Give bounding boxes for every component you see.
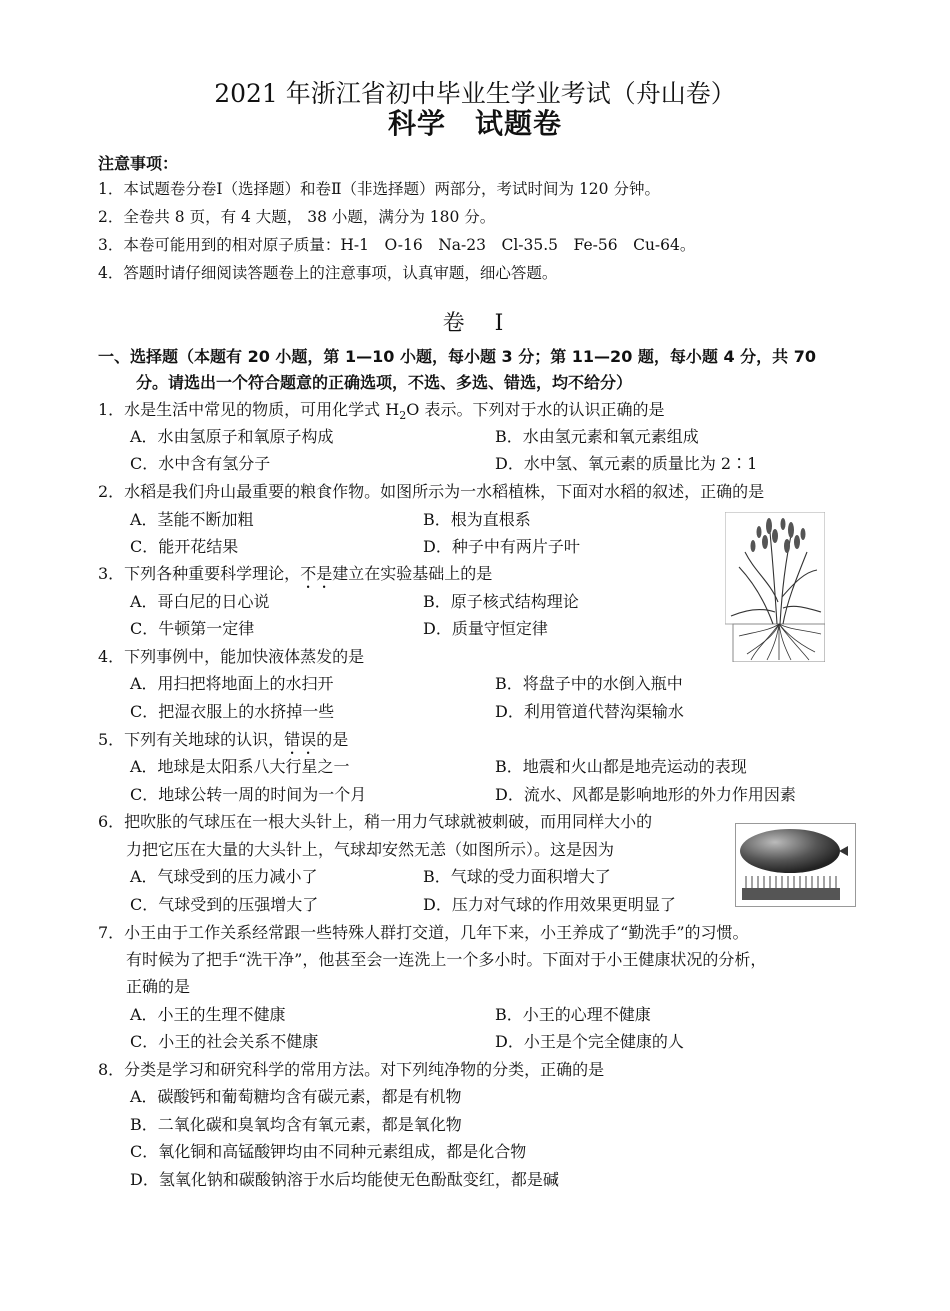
q8-option-a: A．碳酸钙和葡萄糖均含有碳元素，都是有机物 [130, 1087, 462, 1106]
q3-option-a: A．哥白尼的日心说 [130, 592, 270, 611]
q4-option-a: A．用扫把将地面上的水扫开 [130, 674, 334, 693]
q7-option-b: B．小王的心理不健康 [495, 1005, 651, 1024]
q4-option-d: D．利用管道代替沟渠输水 [495, 702, 684, 721]
q5-option-a: A．地球是太阳系八大行星之一 [130, 757, 350, 776]
question-7-stem-line1: 7．小王由于工作关系经常跟一些特殊人群打交道，几年下来，小王养成了“勤洗手”的习惯。 [98, 923, 749, 942]
question-7-stem-line3: 正确的是 [126, 977, 191, 996]
q1-option-a: A．水由氢原子和氧原子构成 [130, 427, 334, 446]
q6-option-b: B．气球的受力面积增大了 [423, 867, 611, 886]
q4-option-c: C．把湿衣服上的水挤掉一些 [130, 702, 335, 721]
q3-option-b: B．原子核式结构理论 [423, 592, 579, 611]
notice-item-3: 3．本卷可能用到的相对原子质量：H-1 O-16 Na-23 Cl-35.5 Fe-56 Cu-64。 [98, 236, 696, 254]
q8-option-d: D．氢氧化钠和碳酸钠溶于水后均能使无色酚酞变红，都是碱 [130, 1170, 559, 1189]
question-8-stem: 8．分类是学习和研究科学的常用方法。对下列纯净物的分类，正确的是 [98, 1060, 605, 1079]
q6-option-c: C．气球受到的压强增大了 [130, 895, 319, 914]
q6-option-a: A．气球受到的压力减小了 [130, 867, 318, 886]
q7-option-d: D．小王是个完全健康的人 [495, 1032, 684, 1051]
q7-option-a: A．小王的生理不健康 [130, 1005, 286, 1024]
balloon-on-pins-figure [735, 823, 856, 907]
q2-option-a: A．茎能不断加粗 [130, 510, 254, 529]
q2-option-d: D．种子中有两片子叶 [423, 537, 580, 556]
q5-option-b: B．地震和火山都是地壳运动的表现 [495, 757, 747, 776]
q3-option-c: C．牛顿第一定律 [130, 619, 255, 638]
section-heading-line1: 一、选择题（本题有 20 小题，第 1—10 小题，每小题 3 分；第 11—20 题，每小题 4 分，共 70 [98, 347, 817, 366]
q2-option-c: C．能开花结果 [130, 537, 239, 556]
question-7-stem-line2: 有时候为了把手“洗干净”，他甚至会一连洗上一个多小时。下面对于小王健康状况的分析， [126, 950, 767, 969]
exam-title: 2021 年浙江省初中毕业生学业考试（舟山卷） [214, 79, 736, 108]
notice-item-2: 2．全卷共 8 页，有 4 大题， 38 小题，满分为 180 分。 [98, 208, 496, 226]
section-heading-line2: 分。请选出一个符合题意的正确选项，不选、多选、错选，均不给分） [136, 373, 633, 392]
question-2-stem: 2．水稻是我们舟山最重要的粮食作物。如图所示为一水稻植株，下面对水稻的叙述，正确的是 [98, 482, 765, 501]
q7-option-c: C．小王的社会关系不健康 [130, 1032, 319, 1051]
question-6-stem-line2: 力把它压在大量的大头针上，气球却安然无恙（如图所示）。这是因为 [126, 840, 615, 859]
q3-option-d: D．质量守恒定律 [423, 619, 548, 638]
question-5-stem: 5．下列有关地球的认识，错误的是 [98, 730, 349, 749]
q1-option-d: D．水中氢、氧元素的质量比为 2∶1 [495, 454, 758, 473]
q8-option-b: B．二氧化碳和臭氧均含有氧元素，都是氧化物 [130, 1115, 462, 1134]
q8-option-c: C．氧化铜和高锰酸钾均由不同种元素组成，都是化合物 [130, 1142, 527, 1161]
question-1-stem: 1．水是生活中常见的物质，可用化学式 $H_2O$ 表示。下列对于水的认识正确的是 [98, 400, 665, 423]
volume-heading: 卷 Ⅰ [442, 311, 508, 336]
exam-subtitle: 科学 试题卷 [387, 107, 562, 140]
q6-option-d: D．压力对气球的作用效果更明显了 [423, 895, 676, 914]
q1-option-c: C．水中含有氢分子 [130, 454, 271, 473]
question-6-stem-line1: 6．把吹胀的气球压在一根大头针上，稍一用力气球就被刺破，而用同样大小的 [98, 812, 653, 831]
q4-option-b: B．将盘子中的水倒入瓶中 [495, 674, 683, 693]
q2-option-b: B．根为直根系 [423, 510, 531, 529]
notice-heading: 注意事项： [98, 154, 179, 173]
q5-option-c: C．地球公转一周的时间为一个月 [130, 785, 367, 804]
q5-option-d: D．流水、风都是影响地形的外力作用因素 [495, 785, 796, 804]
rice-plant-figure [725, 512, 825, 662]
question-3-stem: 3．下列各种重要科学理论，不是建立在实验基础上的是 [98, 564, 493, 583]
question-4-stem: 4．下列事例中，能加快液体蒸发的是 [98, 647, 365, 666]
notice-item-4: 4．答题时请仔细阅读答题卷上的注意事项，认真审题，细心答题。 [98, 264, 558, 282]
q1-option-b: B．水由氢元素和氧元素组成 [495, 427, 699, 446]
notice-item-1: 1．本试题卷分卷Ⅰ（选择题）和卷Ⅱ（非选择题）两部分，考试时间为 120 分钟。 [98, 180, 660, 198]
